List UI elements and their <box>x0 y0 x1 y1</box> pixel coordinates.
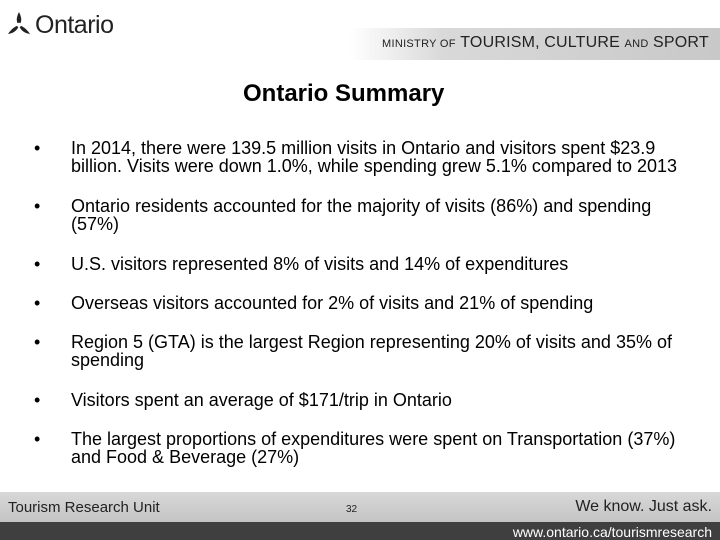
bullet-text: Overseas visitors accounted for 2% of visits and 21% of spending <box>71 293 594 313</box>
header <box>0 0 720 62</box>
footer-tagline: We know. Just ask. <box>575 498 712 515</box>
bullet-list <box>34 139 694 466</box>
bullet-text: U.S. visitors represented 8% of visits and 14% of expenditures <box>71 254 569 274</box>
bullet-item <box>34 197 694 233</box>
ministry-name <box>382 34 709 52</box>
footer-url: www.ontario.ca/tourismresearch <box>512 524 712 540</box>
ministry-part1: TOURISM, <box>460 34 540 51</box>
ministry-part3: SPORT <box>653 34 709 51</box>
bullet-text: In 2014, there were 139.5 million visits in Ontario and visitors spent $23.9 billion. Visits were down 1.0%, while spending grew 5.1% compared to 2013 <box>71 138 678 176</box>
bullet-dot: • <box>34 332 41 352</box>
bullet-text: Region 5 (GTA) is the largest Region representing 20% of visits and 35% of spending <box>71 332 672 370</box>
ontario-logo <box>6 8 113 42</box>
bullet-dot: • <box>34 196 41 216</box>
logo-text: Ontario <box>35 10 114 39</box>
bullet-item <box>34 430 694 466</box>
bullet-text: The largest proportions of expenditures were spent on Transportation (37%) and Food & Beverage (27%) <box>71 429 676 467</box>
ministry-and: AND <box>624 38 649 50</box>
page-number: 32 <box>346 504 358 515</box>
bullet-item <box>34 294 694 312</box>
bullet-item <box>34 391 694 409</box>
ministry-prefix: MINISTRY OF <box>382 38 456 50</box>
bullet-dot: • <box>34 254 41 274</box>
ministry-part2: CULTURE <box>544 34 621 51</box>
footer-unit-name: Tourism Research Unit <box>8 499 160 516</box>
bullet-dot: • <box>34 138 41 158</box>
bullet-dot: • <box>34 429 41 449</box>
bullet-item <box>34 333 694 369</box>
trillium-icon <box>6 10 32 40</box>
url-bar <box>0 522 720 540</box>
bullet-text: Ontario residents accounted for the majority of visits (86%) and spending (57%) <box>71 196 652 234</box>
bullet-item <box>34 139 694 175</box>
footer <box>0 492 720 540</box>
bullet-dot: • <box>34 390 41 410</box>
bullet-item <box>34 255 694 273</box>
bullet-text: Visitors spent an average of $171/trip in Ontario <box>71 390 452 410</box>
slide-title: Ontario Summary <box>243 80 445 107</box>
bullet-dot: • <box>34 293 41 313</box>
